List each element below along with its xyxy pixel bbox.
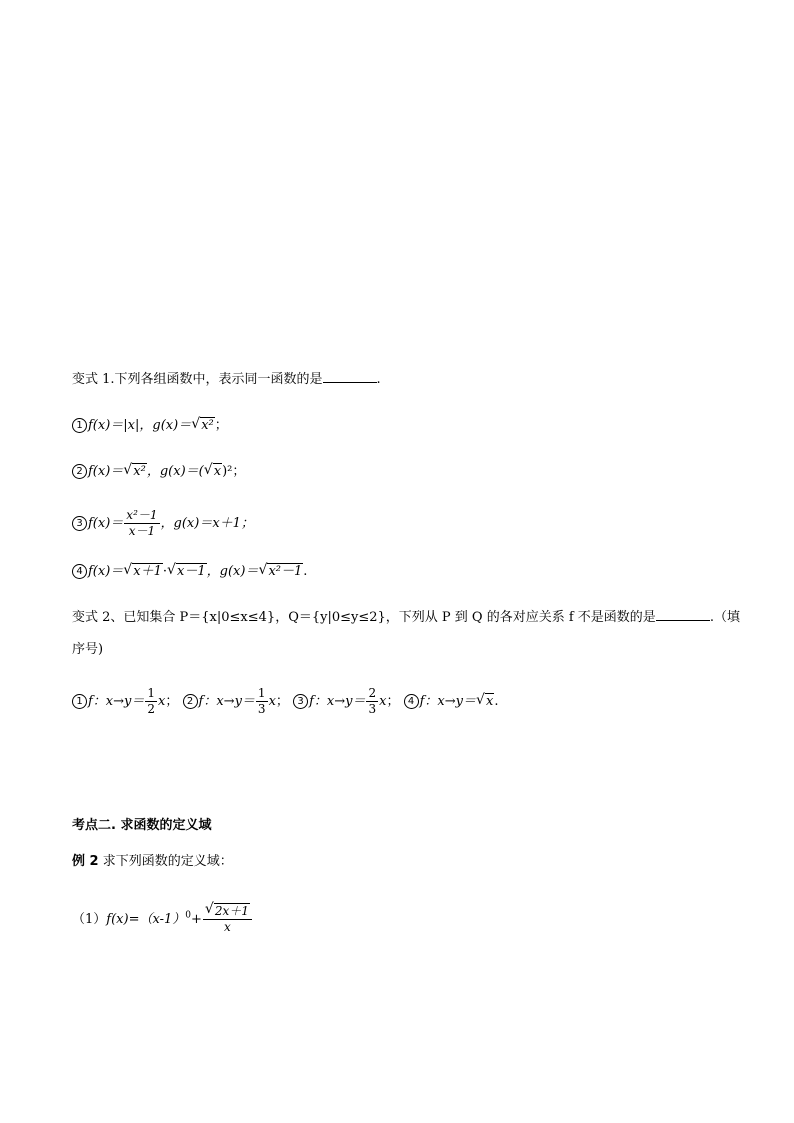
option4-prefix: f：x→y＝ <box>419 694 476 709</box>
variant2-line-2 <box>72 640 103 660</box>
item1-g-arg: x² <box>201 418 214 433</box>
item3-f: f(x)＝ <box>88 516 124 531</box>
fraction <box>124 508 159 539</box>
sqrt-icon: √ x² <box>123 462 146 479</box>
variant1-item-3 <box>72 508 254 539</box>
option2-den: 3 <box>257 702 266 716</box>
item3-den: x－1 <box>128 524 156 538</box>
option-marker-4: 4 <box>404 694 419 709</box>
item-marker-1: 1 <box>72 418 87 433</box>
option-marker-2: 2 <box>183 694 198 709</box>
sqrt-icon: √ x² <box>191 416 214 433</box>
sep: ； <box>165 694 179 709</box>
item2-end: )²； <box>222 464 246 479</box>
sqrt-icon: √ x－1 <box>167 562 206 579</box>
variant2-text: 变式 2、已知集合 P＝{x|0≤x≤4}，Q＝{y|0≤y≤2}，下列从 P 到 Q 的各对应关系 f 不是函数的是 <box>72 610 656 625</box>
item1-g: g(x)＝ <box>152 418 192 433</box>
variant2-options <box>72 686 498 717</box>
option2-x: x <box>268 694 276 709</box>
option3-x: x <box>379 694 387 709</box>
item-marker-3: 3 <box>72 516 87 531</box>
item2-f-arg: x² <box>133 464 146 479</box>
option-marker-1: 1 <box>72 694 87 709</box>
item-marker-2: 2 <box>72 464 87 479</box>
option3-prefix: f：x→y＝ <box>309 694 366 709</box>
item1-f: f(x)＝|x|， <box>88 418 153 433</box>
item-marker-4: 4 <box>72 564 87 579</box>
problem-f: f(x)=（x-1） <box>106 912 186 927</box>
example-text: 求下列函数的定义域： <box>98 854 233 869</box>
option3-num: 2 <box>368 686 377 700</box>
sqrt-icon: √ x＋1 <box>123 562 162 579</box>
fraction <box>256 686 268 717</box>
item2-g-arg: x <box>213 464 222 479</box>
problem-label: （1） <box>72 912 107 927</box>
item4-b: x－1 <box>177 564 206 579</box>
item4-c: x²－1 <box>268 564 303 579</box>
problem-num-arg: 2x＋1 <box>214 904 249 918</box>
example2-line <box>72 852 233 872</box>
option1-prefix: f：x→y＝ <box>88 694 145 709</box>
sqrt-icon: √ x <box>475 692 494 709</box>
option2-prefix: f：x→y＝ <box>198 694 255 709</box>
problem-exponent: 0 <box>185 910 191 921</box>
sqrt-icon: √ 2x＋1 <box>204 901 249 918</box>
sep: ； <box>386 694 400 709</box>
problem-num <box>203 901 252 920</box>
sep: ； <box>275 694 289 709</box>
item2-g: ，g(x)＝( <box>146 464 204 479</box>
item4-g: ，g(x)＝ <box>206 564 259 579</box>
item3-g: ，g(x)＝x＋1； <box>160 516 254 531</box>
answer-blank <box>656 608 710 621</box>
option4-arg: x <box>485 694 494 709</box>
variant2-line2-text: 序号) <box>72 642 104 657</box>
item4-dot: · <box>162 564 168 579</box>
problem-plus: + <box>190 912 202 927</box>
option3-den: 3 <box>368 702 377 716</box>
variant1-title: 变式 1.下列各组函数中，表示同一函数的是 <box>72 372 323 387</box>
item3-num: x²－1 <box>126 508 158 522</box>
sqrt-icon: √ x²－1 <box>258 562 303 579</box>
variant2-line1-end: .（填 <box>709 610 740 625</box>
item4-end: . <box>303 564 308 579</box>
option-marker-3: 3 <box>293 694 308 709</box>
variant1-title-line <box>72 370 381 390</box>
option1-num: 1 <box>147 686 156 700</box>
answer-blank <box>323 370 377 383</box>
example-label: 例 2 <box>72 854 99 869</box>
fraction <box>145 686 157 717</box>
item2-f: f(x)＝ <box>88 464 124 479</box>
item4-a: x＋1 <box>133 564 162 579</box>
option4-end: . <box>494 694 499 709</box>
sqrt-icon: √ x <box>203 462 222 479</box>
option1-den: 2 <box>147 702 156 716</box>
item4-f: f(x)＝ <box>88 564 124 579</box>
variant2-line-1 <box>72 608 740 628</box>
fraction <box>203 901 252 935</box>
problem-1 <box>72 901 253 935</box>
section-title: 考点二. 求函数的定义域 <box>72 818 212 833</box>
variant1-item-4 <box>72 562 307 582</box>
variant1-item-1 <box>72 416 228 436</box>
option1-x: x <box>158 694 166 709</box>
option2-num: 1 <box>257 686 266 700</box>
fraction <box>366 686 378 717</box>
variant1-end: . <box>376 372 381 387</box>
variant1-item-2 <box>72 462 245 482</box>
item1-end: ； <box>214 418 228 433</box>
problem-den: x <box>224 920 231 934</box>
